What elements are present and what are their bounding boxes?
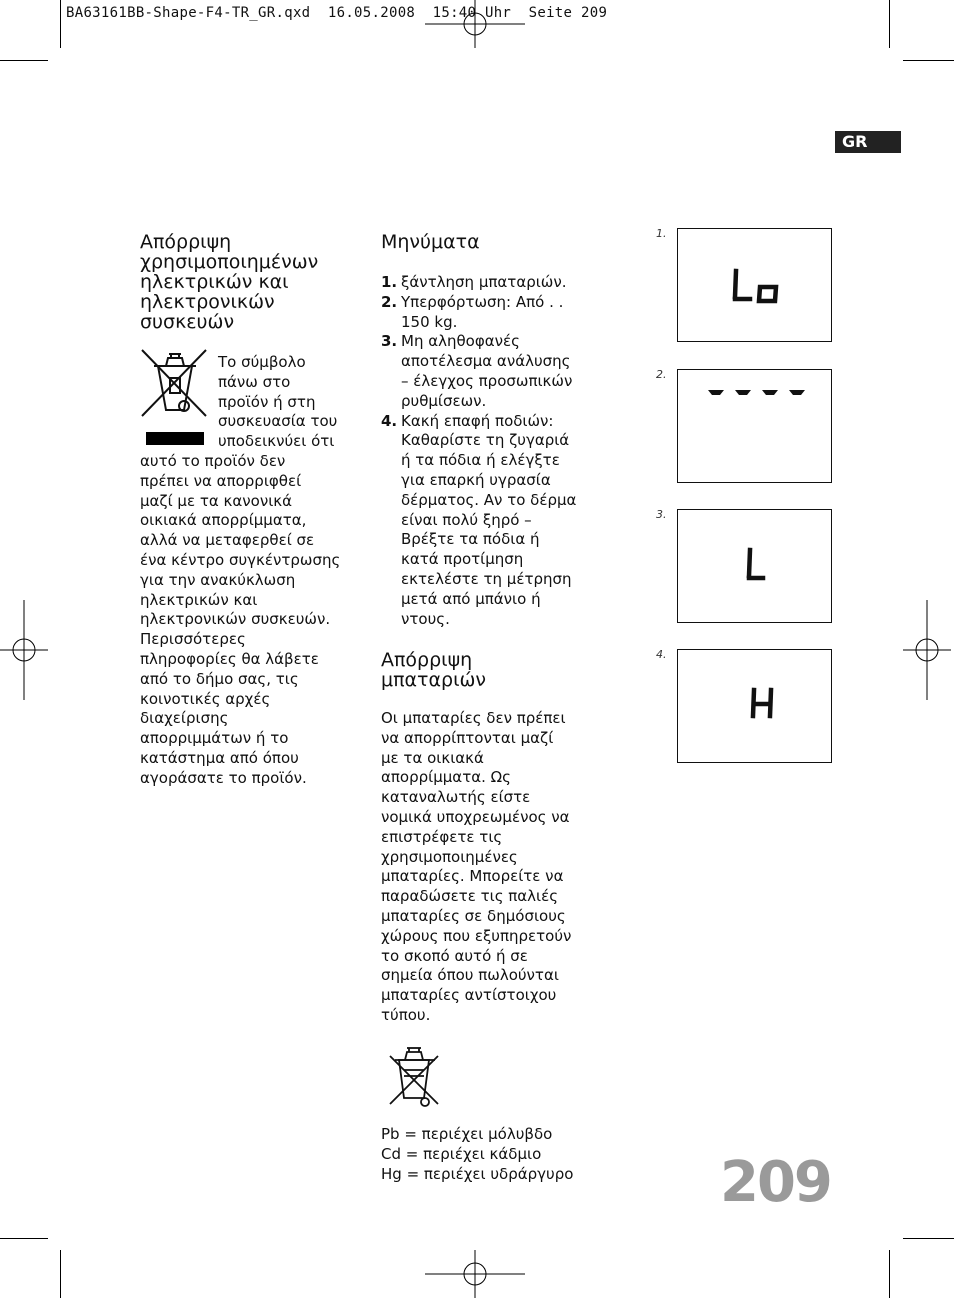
disposal-batteries-title: Απόρριψη μπαταριών — [381, 649, 487, 691]
lcd-h-readout — [678, 650, 833, 764]
lcd-dashes-readout — [678, 370, 833, 484]
message-item: 1. ξάντληση μπαταριών. — [381, 273, 567, 291]
print-slug: BA63161BB-Shape-F4-TR_GR.qxd 16.05.2008 15:40 Uhr Seite 209 — [66, 5, 608, 21]
crossed-bin-icon — [140, 348, 208, 448]
display-label: 1. — [656, 227, 667, 240]
disposal-electronics-section — [140, 232, 360, 332]
messages-section — [381, 232, 601, 629]
messages-list — [381, 273, 601, 629]
disposal-batteries-body: Οι μπαταρίες δεν πρέπει να απορρίπτονται μαζί με τα οικιακά απορρίμματα. Ως καταναλωτής είστε νομικά υποχρεωμένος να επιστρέφετε τις χρησιμοποιημένες μπαταρίες. Μπορείτε να παραδώσετε τις παλιές μπαταρίες σε δημόσιους χώρους που εξυπηρετούν το σκοπό αυτό ή σε σημεία όπου πωλούνται μπαταρίες αντίστοιχου τύπου. — [381, 709, 572, 1024]
registration-mark-top — [425, 0, 525, 48]
message-item: 3. Μη αληθοφανές αποτέλεσμα ανάλυσης – έλεγχος προσωπικών ρυθμίσεων. — [381, 332, 573, 410]
display-label: 4. — [656, 648, 667, 661]
lcd-l-readout — [678, 510, 833, 624]
disposal-electronics-title: Απόρριψη χρησιμοποιημένων ηλεκτρικών και ηλεκτρονικών συσκευών — [140, 231, 319, 333]
display-panel-1 — [677, 228, 832, 342]
page-number: 209 — [720, 1150, 831, 1215]
registration-mark-left — [0, 600, 48, 700]
display-panel-3 — [677, 509, 832, 623]
registration-mark-right — [903, 600, 951, 700]
heavy-metal-legend: Pb = περιέχει μόλυβδο Cd = περιέχει κάδμιο Hg = περιέχει υδράργυρο — [381, 1125, 574, 1183]
display-label: 3. — [656, 508, 667, 521]
registration-mark-bottom — [425, 1250, 525, 1298]
display-label: 2. — [656, 368, 667, 381]
battery-crossed-bin-icon — [387, 1046, 441, 1112]
disposal-electronics-body: αυτό το προϊόν δεν πρέπει να απορριφθεί μαζί με τα κανονικά οικιακά απορρίμματα, αλλά να μεταφερθεί σε ένα κέντρο συγκέντρωσης για την ανακύκλωση ηλεκτρικών και ηλεκτρονικών συσκευών. Περισσότερες πληροφορίες θα λάβετε από το δήμο σας, τις κοινοτικές αρχές διαχείρισης απορριμμάτων ή το κατάστημα από όπου αγοράσατε το προϊόν. — [140, 452, 341, 787]
message-item: 2. Υπερφόρτωση: Από . . 150 kg. — [381, 292, 564, 331]
display-panel-4 — [677, 649, 832, 763]
messages-title: Μηνύματα — [381, 231, 480, 253]
message-item: 4. Κακή επαφή ποδιών: Καθαρίστε τη ζυγαριά ή τα πόδια ή ελέγξτε για επαρκή υγρασία δέρματος. Αν το δέρμα είναι πολύ ξηρό – Βρέξτε τα πόδια ή κατά προτίμηση εκτελέστε τη μέτρηση μετά από μπάνιο ή ντους. — [381, 411, 577, 628]
disposal-electronics-wrapped-text: Το σύμβολο πάνω στο προϊόν ή στη συσκευασία του υποδεικνύει ότι — [218, 353, 338, 451]
lcd-lo-readout — [678, 229, 833, 343]
display-panel-2 — [677, 369, 832, 483]
language-tab: GR — [835, 131, 901, 153]
